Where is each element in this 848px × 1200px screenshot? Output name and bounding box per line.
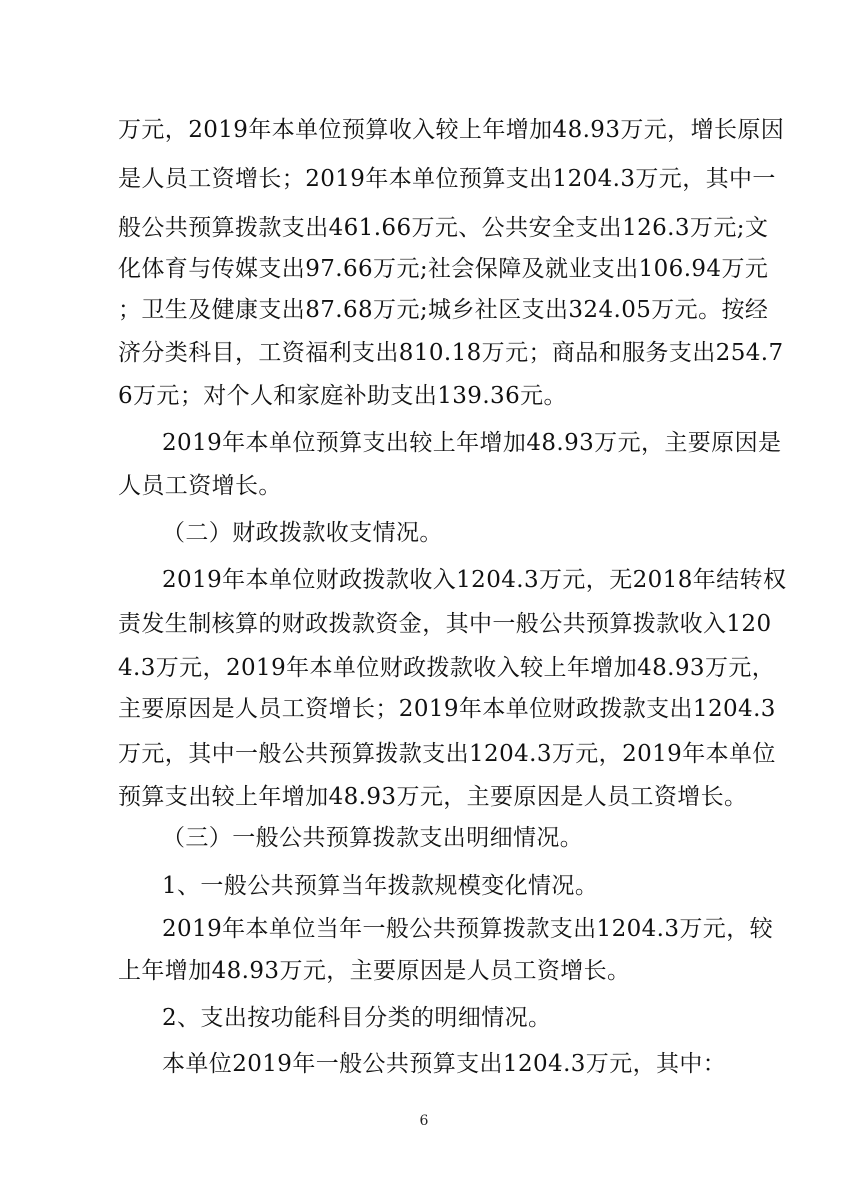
text-line: ；卫生及健康支出87.68万元;城乡社区支出324.05万元。按经 <box>118 297 769 323</box>
text-line: 6万元；对个人和家庭补助支出139.36元。 <box>118 383 567 409</box>
text-line: 人员工资增长。 <box>118 473 282 499</box>
section-heading-3: （三）一般公共预算拨款支出明细情况。 <box>162 825 584 851</box>
text-line: 主要原因是人员工资增长；2019年本单位财政拨款支出1204.3 <box>118 696 776 722</box>
text-line: 般公共预算拨款支出461.66万元、公共安全支出126.3万元;文 <box>118 215 769 241</box>
paragraph-first-line: 2019年本单位预算支出较上年增加48.93万元，主要原因是 <box>162 430 782 456</box>
text-line: 是人员工资增长；2019年本单位预算支出1204.3万元，其中一 <box>118 166 776 192</box>
section-heading-2: （二）财政拨款收支情况。 <box>162 520 443 546</box>
text-line: 化体育与传媒支出97.66万元;社会保障及就业支出106.94万元 <box>118 256 769 282</box>
text-line: 4.3万元，2019年本单位财政拨款收入较上年增加48.93万元， <box>118 655 776 681</box>
paragraph-first-line: 2019年本单位财政拨款收入1204.3万元，无2018年结转权 <box>162 567 787 593</box>
text-line: 济分类科目，工资福利支出810.18万元；商品和服务支出254.7 <box>118 340 784 366</box>
page-number: 6 <box>419 1113 429 1129</box>
subsection-heading-1: 1、一般公共预算当年拨款规模变化情况。 <box>162 873 599 899</box>
paragraph-first-line: 2019年本单位当年一般公共预算拨款支出1204.3万元，较 <box>162 916 774 942</box>
subsection-heading-2: 2、支出按功能科目分类的明细情况。 <box>162 1005 552 1031</box>
paragraph-first-line: 本单位2019年一般公共预算支出1204.3万元，其中： <box>162 1051 727 1077</box>
text-line: 预算支出较上年增加48.93万元，主要原因是人员工资增长。 <box>118 784 748 810</box>
text-line: 上年增加48.93万元，主要原因是人员工资增长。 <box>118 958 631 984</box>
text-line: 万元，2019年本单位预算收入较上年增加48.93万元，增长原因 <box>118 117 785 143</box>
text-line: 万元，其中一般公共预算拨款支出1204.3万元，2019年本单位 <box>118 741 776 767</box>
text-line: 责发生制核算的财政拨款资金，其中一般公共预算拨款收入120 <box>118 611 772 637</box>
